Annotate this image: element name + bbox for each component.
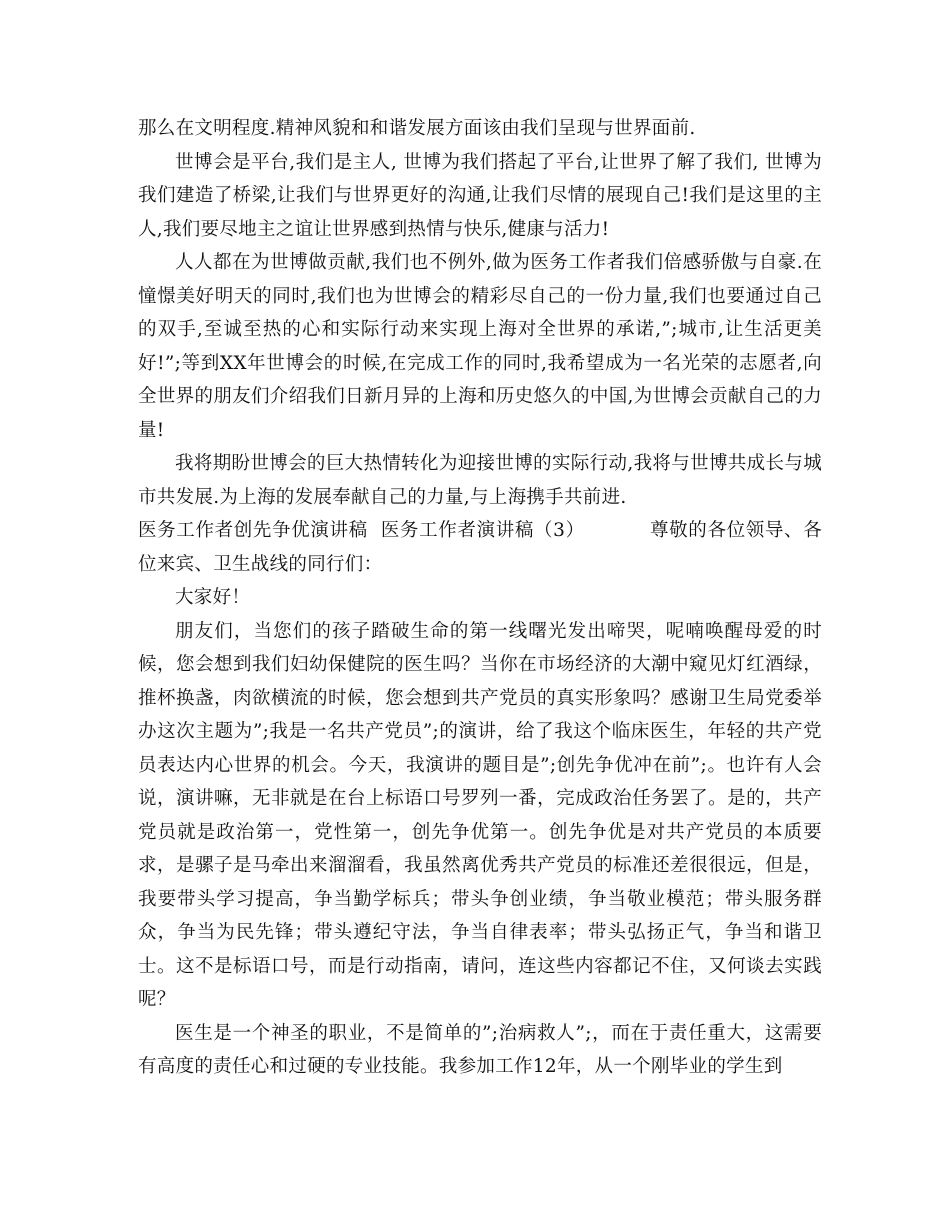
paragraph-8: 医生是一个神圣的职业，不是简单的”;治病救人”;，而在于责任重大，这需要有高度的责任心和过硬的专业技能。我参加工作12年，从一个刚毕业的学生到 — [138, 1022, 822, 1077]
paragraph-5-heading: 医务工作者创先争优演讲稿 医务工作者演讲稿（3） 尊敬的各位领导、各位来宾、卫生战线的同行们： — [138, 520, 822, 575]
paragraph-6-greeting: 大家好！ — [175, 587, 251, 608]
paragraph-1: 那么在文明程度.精神风貌和和谐发展方面该由我们呈现与世界面前. — [138, 118, 696, 139]
paragraph-2: 世博会是平台,我们是主人, 世博为我们搭起了平台,让世界了解了我们, 世博为我们建造了桥梁,让我们与世界更好的沟通,让我们尽情的展现自己!我们是这里的主人,我们要尽地主之谊让世界感到热情与快乐,健康与活力! — [138, 151, 822, 240]
paragraph-4: 我将期盼世博会的巨大热情转化为迎接世博的实际行动,我将与世博共成长与城市共发展.为上海的发展奉献自己的力量,与上海携手共前进. — [138, 453, 822, 508]
paragraph-3: 人人都在为世博做贡献,我们也不例外,做为医务工作者我们倍感骄傲与自豪.在憧憬美好明天的同时,我们也为世博会的精彩尽自己的一份力量,我们也要通过自己的双手,至诚至热的心和实际行动来实现上海对全世界的承诺,”;城市,让生活更美好!”;等到XX年世博会的时候,在完成工作的同时,我希望成为一名光荣的志愿者,向全世界的朋友们介绍我们日新月异的上海和历史悠久的中国,为世博会贡献自己的力量! — [138, 252, 822, 441]
paragraph-7: 朋友们，当您们的孩子踏破生命的第一线曙光发出啼哭，呢喃唤醒母爱的时候，您会想到我们妇幼保健院的医生吗？当你在市场经济的大潮中窥见灯红酒绿，推杯换盏，肉欲横流的时候，您会想到共产党员的真实形象吗？感谢卫生局党委举办这次主题为”;我是一名共产党员”;的演讲，给了我这个临床医生，年轻的共产党员表达内心世界的机会。今天，我演讲的题目是”;创先争优冲在前”;。也许有人会说，演讲嘛，无非就是在台上标语口号罗列一番，完成政治任务罢了。是的，共产党员就是政治第一，党性第一，创先争优第一。创先争优是对共产党员的本质要求，是骡子是马牵出来溜溜看，我虽然离优秀共产党员的标准还差很很远，但是，我要带头学习提高，争当勤学标兵；带头争创业绩，争当敬业模范；带头服务群众，争当为民先锋；带头遵纪守法，争当自律表率；带头弘扬正气，争当和谐卫士。这不是标语口号，而是行动指南，请问，连这些内容都记不住，又何谈去实践呢？ — [138, 620, 822, 1010]
document-page — [138, 112, 822, 1084]
